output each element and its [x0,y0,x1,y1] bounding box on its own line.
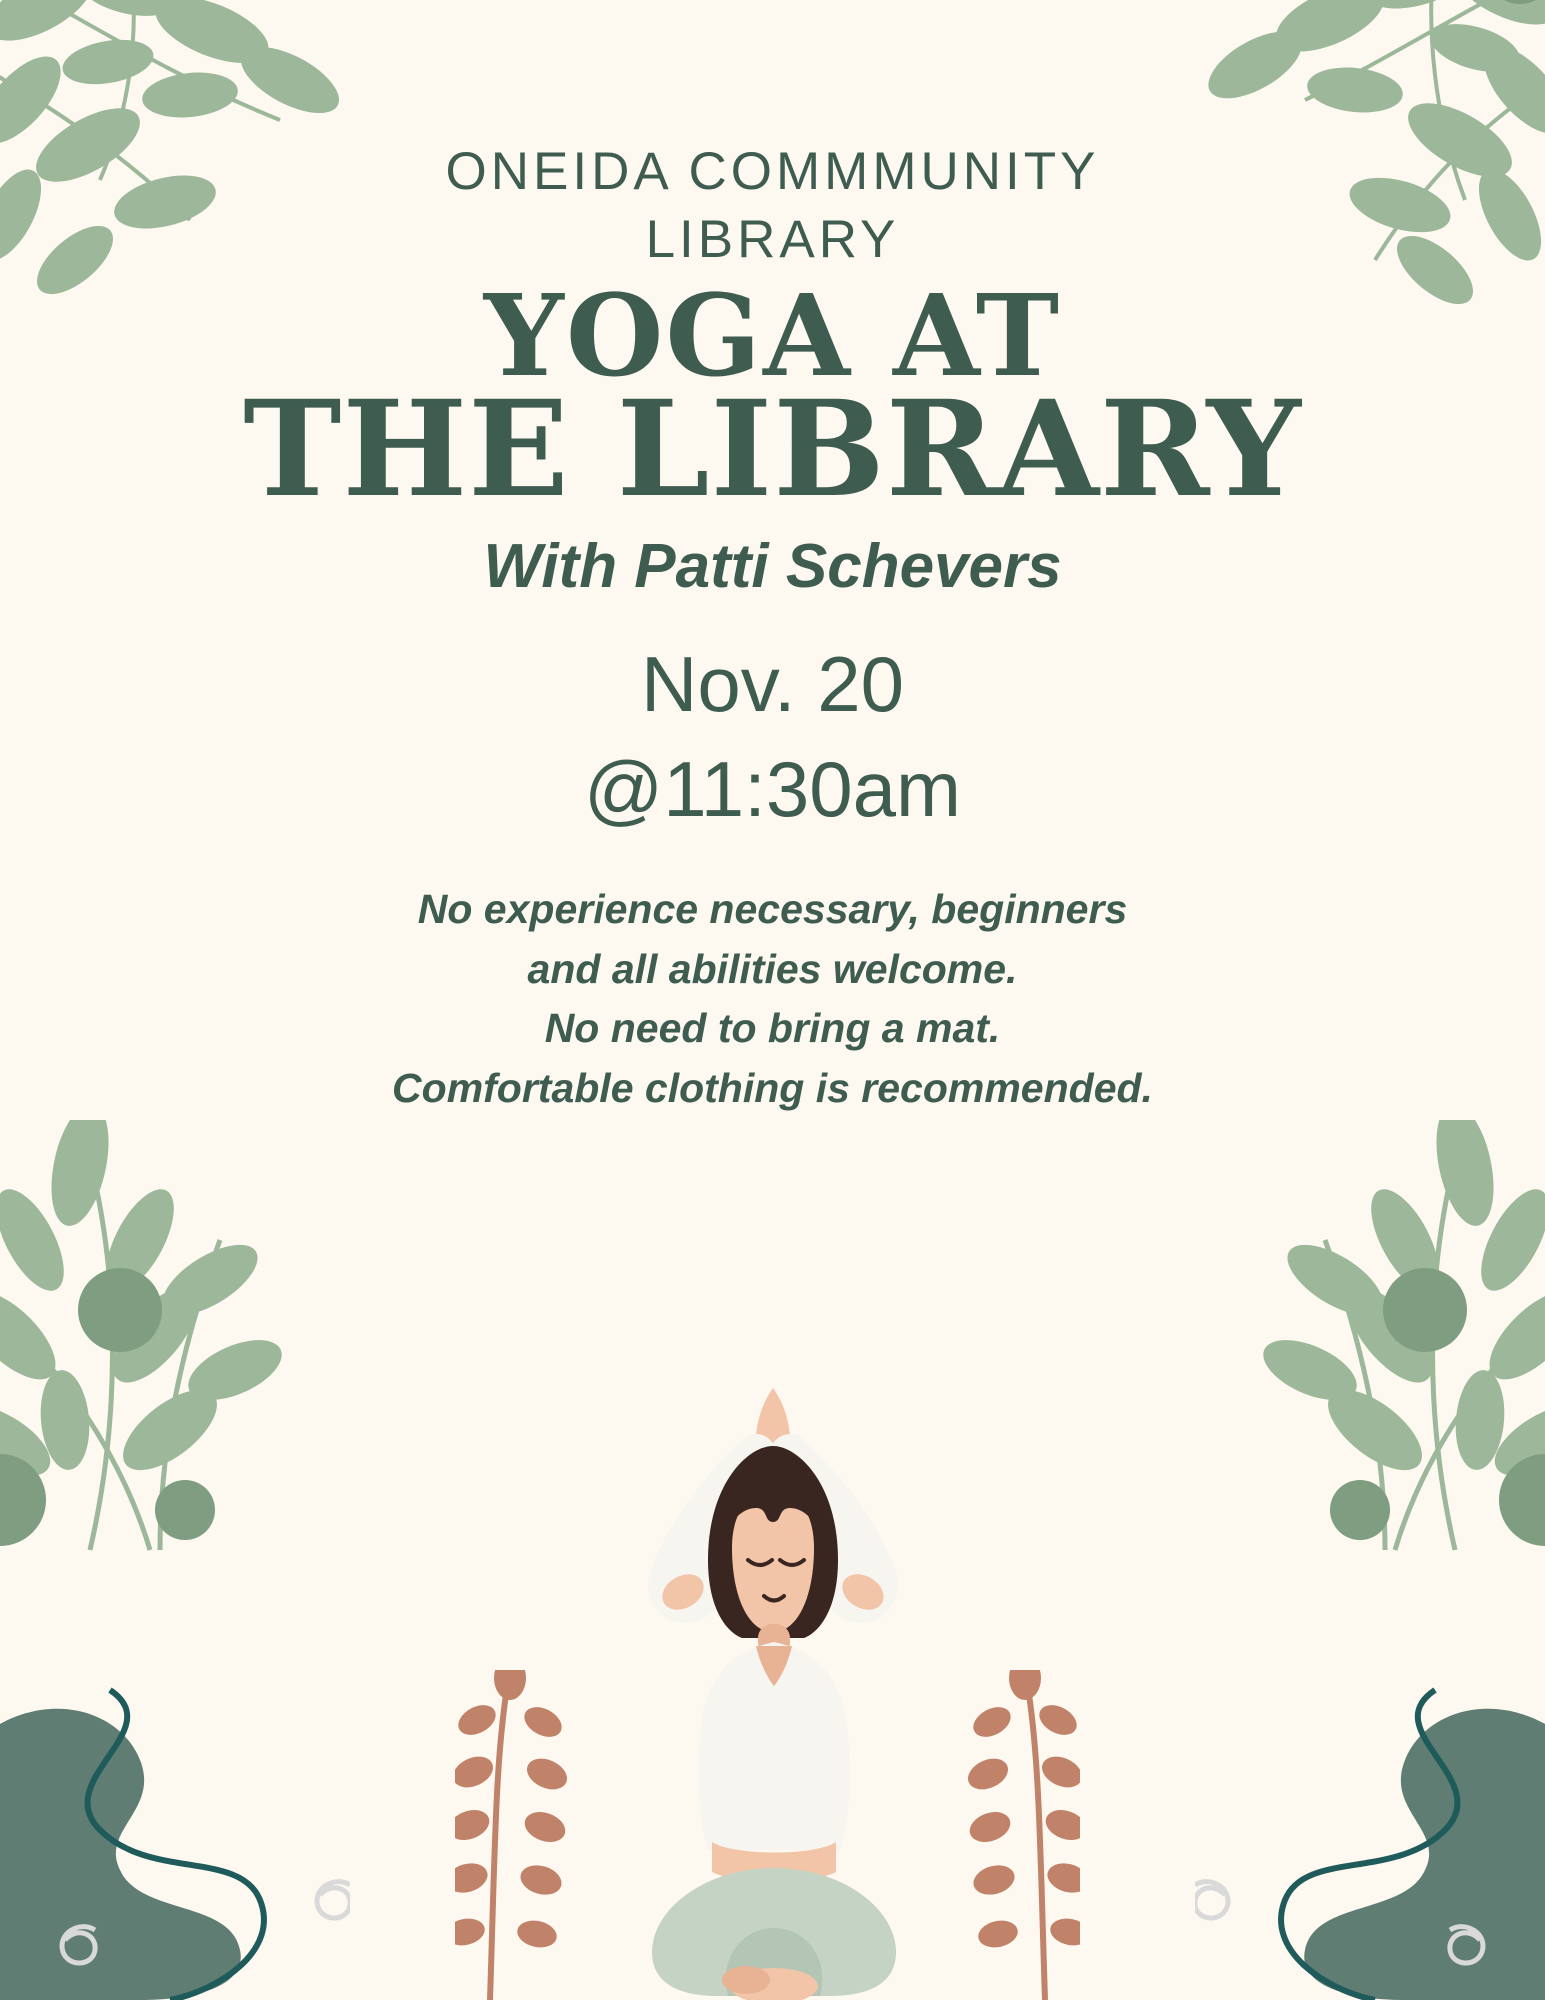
event-date: Nov. 20 [640,639,905,728]
meditating-woman-illustration [608,1380,938,2000]
decorative-branch-left [455,1670,595,2000]
detail-line-1: No experience necessary, beginners [417,886,1128,933]
title-line-2: THE LIBRARY [243,372,1302,528]
presenter-name: With Patti Schevers [483,531,1062,601]
detail-line-2: and all abilities welcome. [527,945,1018,992]
detail-line-4: Comfortable clothing is recommended. [392,1064,1153,1111]
decorative-blob-bottom-left [0,1670,350,2000]
event-details [223,880,1323,1118]
decorative-foliage-left [0,1120,390,1760]
title-line-1: YOGA AT [483,270,1062,402]
detail-line-3: No need to bring a mat. [544,1005,1001,1052]
decorative-blob-bottom-right [1195,1670,1545,2000]
decorative-foliage-right [1155,1120,1545,1760]
event-time: @11:30am [584,745,961,834]
decorative-branch-right [940,1670,1080,2000]
event-datetime [0,632,1545,843]
organization-name: ONEIDA COMMMUNITY LIBRARY [445,142,1100,269]
page-title [0,270,1545,528]
